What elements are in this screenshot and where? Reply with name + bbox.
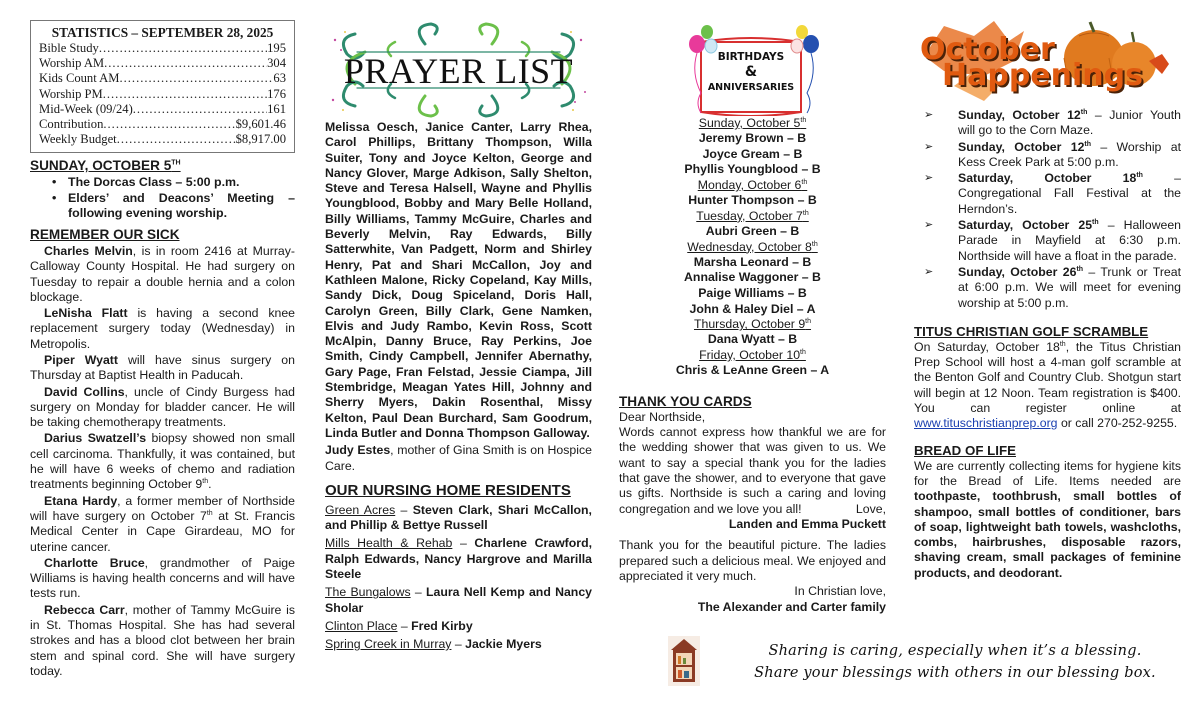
- thank-you-section: [619, 393, 886, 615]
- october-banner-line2: Happenings: [942, 58, 1143, 93]
- nursing-home-entry: Clinton Place – Fred Kirby: [325, 618, 473, 633]
- arrow-bullet-icon: ➢: [924, 172, 934, 185]
- thank-you-heading: THANK YOU CARDS: [619, 393, 752, 409]
- birthday-day-heading: Friday, October 10th: [699, 347, 806, 362]
- column-october: [914, 0, 1181, 581]
- bread-heading: BREAD OF LIFE: [914, 442, 1016, 458]
- thanks-signature-1: Landen and Emma Puckett: [728, 517, 886, 532]
- nursing-home-entry: Mills Health & Rehab – Charlene Crawford, Ralph Edwards, Nancy Hargrove and Marilla Steele: [325, 536, 592, 582]
- thanks-body-1: Words cannot express how thankful we are for the wedding shower that was given to us. We want to say a special thank you for the ladies that gave the shower, and to everyone that gave us gifts. Northside is such a caring and loving congregation and we love you all!: [619, 425, 886, 516]
- nursing-residents: Steven Clark, Shari McCallon, and Phillip & Bettye Russell: [325, 502, 592, 533]
- leader-dots: [117, 132, 236, 147]
- statistics-label: Worship AM: [39, 56, 105, 71]
- birthday-entry: Hunter Thompson – B: [688, 193, 817, 208]
- statistics-box: [30, 20, 295, 153]
- birthday-day-heading: Monday, October 6th: [697, 177, 808, 192]
- october-event: ➢ Sunday, October 12th – Worship at Kess Creek Park at 5:00 p.m.: [924, 139, 1181, 169]
- nursing-home-name: Clinton Place: [325, 618, 398, 633]
- statistics-label: Bible Study: [39, 41, 99, 55]
- leader-dots: [99, 41, 267, 56]
- nursing-home-name: The Bungalows: [325, 585, 411, 600]
- statistics-label: Contribution: [39, 117, 104, 132]
- blessing-box-icon: [668, 636, 700, 686]
- statistics-label: Weekly Budget: [39, 132, 117, 147]
- prayer-names: Melissa Oesch, Janice Canter, Larry Rhea, Carol Phillips, Brittany Thompson, Willa Suiter, Tony and Joyce Kelton, George and Nancy Glover, Marge Adkison, Sally Shelton, Steve and Teresa Halsell, Wayne and Phyllis Youngblood, Bobby and Mary Belle Holland, Billy Williams, Tammy McGuire, Charles and Beverly Melvin, Ray Edwards, Billy Satterwhite, Van Padgett, Norm and Shirley Henry, Pat and Shari McCallon, Joy and Kathleen Malone, Ricky Copeland, Kay Mills, Sandy Dick, Doug Spiceland, Doris Hall, Carolyn Green, Billy Clark, Gene Namken, Elvis and Judy Rambo, Kevin Ross, Scott McAlpin, Danny Bruce, Ray Perkins, Joe Smith, Cindy Campbell, Jennifer Abernathy, Gary Page, Fran Felstad, Jessie Ciampa, Jill Stembridge, Meagan Yates Hill, Johnny and Sherry Myers, Dakin Rosenthal, Missy Kelton, Paul Dean Burchard, Sam Goodrum, Linda Butler and Donna Thompson Galloway.: [325, 120, 592, 440]
- golf-scramble-section: [914, 323, 1181, 432]
- nursing-residents: Jackie Myers: [465, 637, 542, 652]
- sunday-item: • Elders’ and Deacons’ Meeting – following evening worship.: [52, 191, 295, 222]
- nursing-home-entry: The Bungalows – Laura Nell Kemp and Nancy Sholar: [325, 585, 592, 615]
- sick-entry: Piper Wyatt will have sinus surgery on Thursday at Baptist Health in Paducah.: [30, 353, 295, 383]
- statistics-row: [39, 102, 286, 117]
- october-banner-line1: October: [920, 32, 1055, 67]
- bread-text: We are currently collecting items for hygiene kits for the Bread of Life. Items needed are toothpaste, toothbrush, small bottles of shampoo, small bottles of conditioner, bars of soap, lightweight bath towels, washcloths, combs, hairbrushes, disposable razors, shaving cream, small packages of feminine products, and deodorant.: [914, 458, 1181, 580]
- nursing-residents: Fred Kirby: [411, 618, 473, 633]
- october-events: [914, 108, 1181, 311]
- blessing-box-note: [668, 636, 1198, 690]
- birthday-entry: John & Haley Diel – A: [689, 301, 816, 316]
- sick-entry: Darius Swatzell’s biopsy showed non small cell carcinoma. Thankfully, it was contained, but he will have 6 weeks of chemo and radiation treatments beginning October 9th.: [30, 431, 295, 492]
- statistics-value: 195: [267, 41, 286, 55]
- birthday-list: [619, 116, 886, 379]
- leader-dots: [103, 87, 267, 102]
- statistics-row: [39, 87, 286, 102]
- birthday-day-heading: Tuesday, October 7th: [696, 208, 809, 223]
- column-prayer: [325, 0, 592, 653]
- bread-of-life-section: [914, 442, 1181, 581]
- sick-heading: REMEMBER OUR SICK: [30, 226, 180, 242]
- birthday-entry: Dana Wyatt – B: [707, 332, 798, 347]
- statistics-value: 304: [267, 56, 286, 71]
- statistics-value: $8,917.00: [235, 132, 286, 147]
- arrow-bullet-icon: ➢: [924, 265, 934, 278]
- thanks-body-2: Thank you for the beautiful picture. The ladies prepared such a delicious meal. We enjoyed and appreciated it very much.: [619, 538, 886, 584]
- birthday-entry: Marsha Leonard – B: [693, 254, 812, 269]
- sick-entry: LeNisha Flatt is having a second knee replacement surgery today (Wednesday) in Metropolis.: [30, 306, 295, 351]
- prayer-list-banner: [325, 22, 592, 118]
- statistics-row: [39, 71, 286, 86]
- leader-dots: [104, 56, 267, 71]
- sunday-section: [30, 157, 295, 222]
- sick-section: [30, 226, 295, 679]
- column-birthdays-thanks: [619, 0, 886, 615]
- blessing-line-2: Share your blessings with others in our blessing box.: [754, 665, 1156, 681]
- sunday-item: • The Dorcas Class – 5:00 p.m.: [52, 175, 295, 191]
- arrow-bullet-icon: ➢: [924, 219, 934, 232]
- golf-text: On Saturday, October 18th, the Titus Christian Prep School will host a 4-man golf scramble at the Benton Golf and Country Club. Shotgun start will begin at 12 Noon. Team registration is $400. You can register online at www.tituschristianprep.org or call 270-252-9255.: [914, 339, 1182, 431]
- golf-website-link[interactable]: www.tituschristianprep.org: [914, 416, 1058, 431]
- nursing-residents: Laura Nell Kemp and Nancy Sholar: [325, 585, 592, 615]
- sick-entry: Charlotte Bruce, grandmother of Paige Williams is having health concerns and will have tests run.: [30, 555, 295, 601]
- nursing-home-name: Green Acres: [325, 502, 396, 517]
- birthday-entry: Annalise Waggoner – B: [684, 270, 821, 285]
- blessing-line-1: Sharing is caring, especially when it’s a blessing.: [768, 643, 1142, 659]
- sick-entry: Charles Melvin, is in room 2416 at Murray-Calloway County Hospital. He had surgery on Tuesday to repair a double hernia and a colon blockage.: [30, 243, 295, 304]
- statistics-title: STATISTICS – SEPTEMBER 28, 2025: [51, 25, 274, 40]
- birthday-entry: Aubri Green – B: [705, 223, 800, 238]
- nursing-home-entry: Green Acres – Steven Clark, Shari McCallon, and Phillip & Bettye Russell: [325, 502, 592, 533]
- leader-dots: [119, 71, 273, 86]
- statistics-value: 176: [267, 86, 286, 101]
- golf-heading: TITUS CHRISTIAN GOLF SCRAMBLE: [914, 323, 1149, 339]
- birthdays-banner-amp: &: [744, 64, 758, 80]
- nursing-home-entry: Spring Creek in Murray – Jackie Myers: [325, 637, 542, 652]
- sick-entry: Etana Hardy, a former member of Northside will have surgery on October 7th at St. Francis Medical Center in Cape Girardeau, MO for uterine cancer.: [30, 493, 295, 554]
- birthdays-banner-line2: ANNIVERSARIES: [707, 82, 795, 93]
- leader-dots: [103, 117, 235, 132]
- statistics-value: 161: [267, 101, 286, 116]
- birthday-entry: Joyce Gream – B: [702, 146, 803, 161]
- prayer-list: [325, 120, 592, 474]
- statistics-row: [39, 132, 286, 147]
- birthday-entry: Chris & LeAnne Green – A: [675, 363, 830, 378]
- october-event: ➢ Saturday, October 18th – Congregational Fall Festival at the Herndon’s.: [924, 171, 1181, 216]
- statistics-value: $9,601.46: [235, 117, 286, 132]
- nursing-home-name: Mills Health & Rehab: [325, 536, 453, 551]
- statistics-row: [39, 117, 286, 132]
- statistics-row: [39, 56, 286, 71]
- birthday-day-heading: Wednesday, October 8th: [687, 239, 818, 254]
- october-event: ➢ Sunday, October 26th – Trunk or Treat at 6:00 p.m. We will meet for evening worship at 5:00 p.m.: [924, 264, 1182, 310]
- nursing-home-section: [325, 482, 592, 653]
- arrow-bullet-icon: ➢: [924, 140, 934, 153]
- birthday-entry: Jeremy Brown – B: [698, 131, 807, 146]
- birthday-entry: Phyllis Youngblood – B: [684, 162, 821, 177]
- leader-dots: [133, 102, 267, 117]
- thanks-closing-1: Love,: [855, 501, 886, 516]
- thanks-greeting: Dear Northside,: [619, 409, 706, 424]
- statistics-row: [39, 41, 286, 56]
- thanks-closing-2: In Christian love,: [794, 584, 886, 599]
- birthday-day-heading: Thursday, October 9th: [693, 317, 812, 332]
- sick-entry: David Collins, uncle of Cindy Burgess had surgery on Monday for bladder cancer. He will be taking chemotherapy treatments.: [30, 384, 295, 430]
- nursing-residents: Charlene Crawford, Ralph Edwards, Nancy Hargrove and Marilla Steele: [325, 536, 592, 582]
- arrow-bullet-icon: ➢: [924, 109, 934, 121]
- october-event: ➢ Saturday, October 25th – Halloween Parade in Mayfield at 6:30 p.m. Northside will have a float in the parade.: [924, 218, 1181, 263]
- hospice-note: Judy Estes, mother of Gina Smith is on Hospice Care.: [325, 443, 592, 473]
- birthdays-banner: [619, 20, 886, 116]
- sunday-heading: SUNDAY, OCTOBER 5TH: [30, 158, 181, 174]
- column-statistics-sick: [30, 0, 295, 679]
- october-happenings-banner: [914, 16, 1181, 108]
- statistics-value: 63: [273, 71, 286, 86]
- nursing-heading: OUR NURSING HOME RESIDENTS: [325, 481, 571, 499]
- birthday-day-heading: Sunday, October 5th: [698, 116, 807, 130]
- birthdays-banner-line1: BIRTHDAYS: [717, 51, 785, 63]
- statistics-label: Kids Count AM: [39, 71, 120, 86]
- statistics-label: Mid-Week (09/24): [39, 101, 133, 116]
- october-event: ➢ Sunday, October 12th – Junior Youth will go to the Corn Maze.: [924, 108, 1181, 138]
- thanks-signature-2: The Alexander and Carter family: [697, 599, 886, 614]
- birthday-entry: Paige Williams – B: [698, 285, 807, 300]
- sick-entry: Rebecca Carr, mother of Tammy McGuire is in St. Thomas Hospital. She has had several strokes and has a blood clot between her brain stem and spinal cord. She will have surgery today.: [30, 602, 295, 678]
- nursing-home-name: Spring Creek in Murray: [325, 637, 452, 652]
- statistics-label: Worship PM: [39, 86, 103, 101]
- prayer-list-title: PRAYER LIST: [343, 51, 574, 91]
